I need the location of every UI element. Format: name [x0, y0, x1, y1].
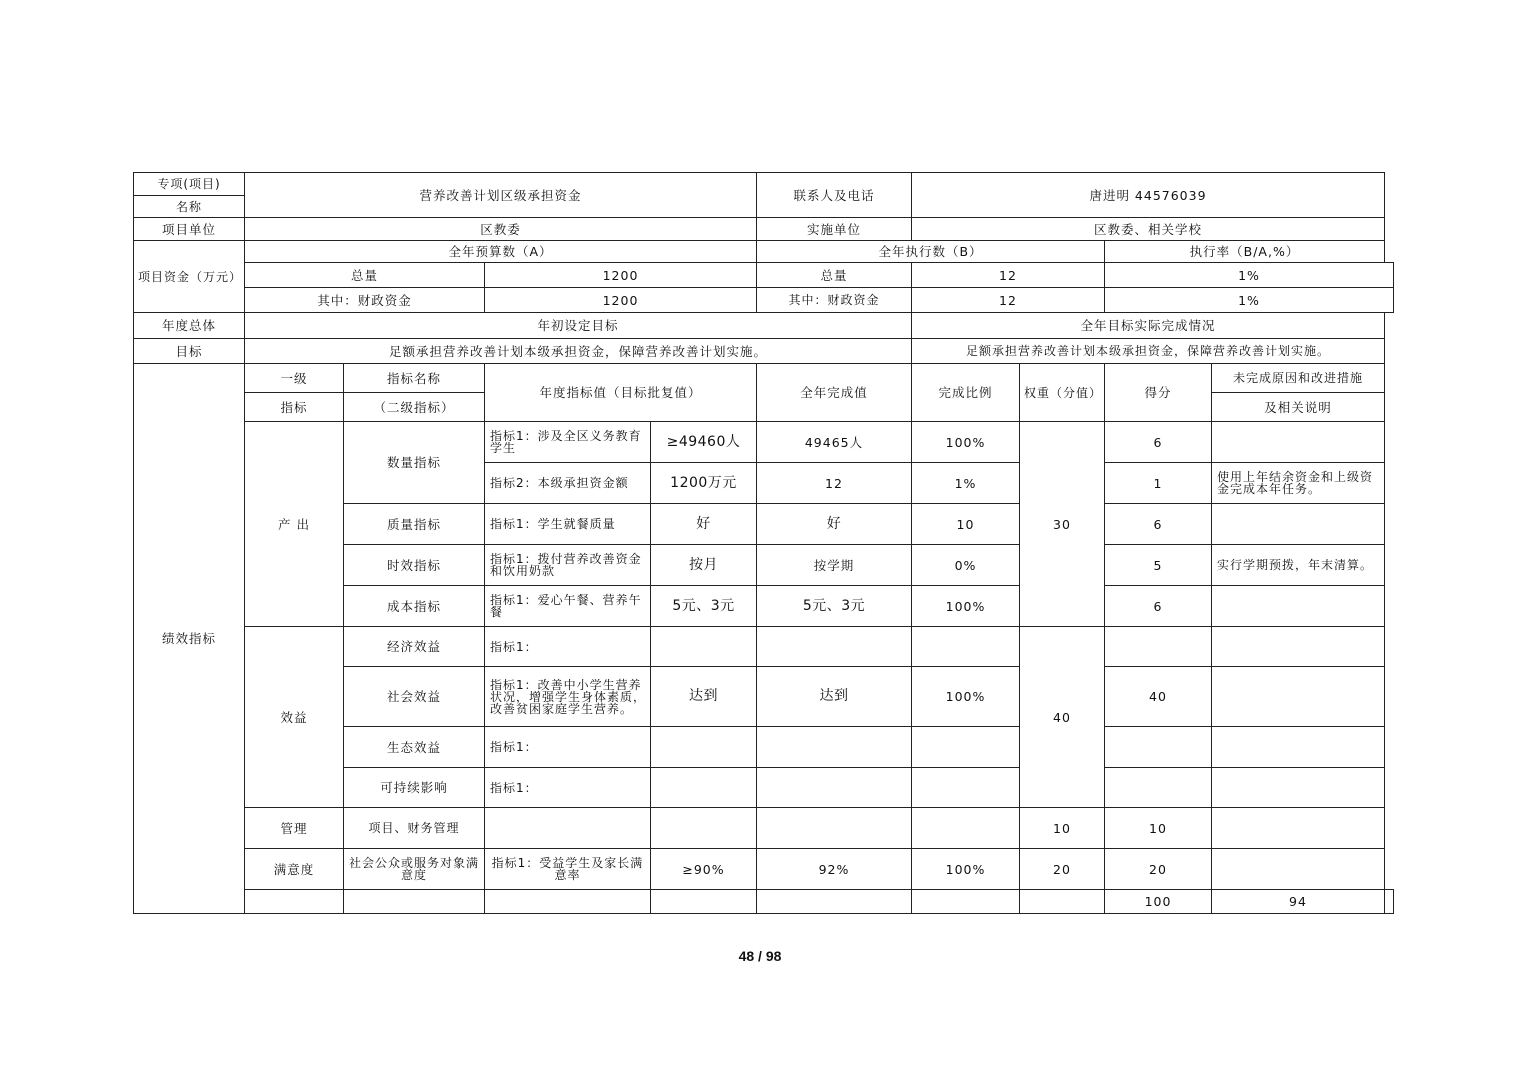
score-header: 得分 — [1105, 364, 1212, 422]
score-value: 5 — [1105, 545, 1212, 586]
target-value: 5元、3元 — [651, 586, 757, 627]
score-value: 10 — [1105, 808, 1212, 849]
total-exec-label: 总量 — [757, 263, 912, 288]
group-output: 产 出 — [245, 422, 344, 627]
indicator-text: 指标1：学生就餐质量 — [485, 504, 651, 545]
indicator-text: 指标1：受益学生及家长满意率 — [485, 849, 651, 890]
project-name-label: 专项(项目) — [134, 173, 245, 196]
performance-table — [133, 172, 1394, 914]
page-number: 48 / 98 — [738, 948, 782, 964]
target-value: 达到 — [651, 667, 757, 727]
actual-value: 92% — [757, 849, 912, 890]
target-value: ≥90% — [651, 849, 757, 890]
weight-header: 权重（分值） — [1020, 364, 1105, 422]
score-value: 6 — [1105, 586, 1212, 627]
target-value: 按月 — [651, 545, 757, 586]
fiscal-label: 其中：财政资金 — [245, 288, 485, 313]
fiscal-exec: 12 — [912, 288, 1105, 313]
funds-label: 项目资金（万元） — [134, 241, 245, 313]
note-text — [1212, 727, 1385, 768]
ratio-value: 10 — [912, 504, 1020, 545]
project-name-label-2: 名称 — [134, 196, 245, 218]
ratio-value: 100% — [912, 667, 1020, 727]
sub-quantity: 数量指标 — [344, 422, 485, 504]
actual-value — [757, 627, 912, 667]
dept-value: 区教委 — [245, 218, 757, 241]
note-text — [1212, 627, 1385, 667]
score-value: 40 — [1105, 667, 1212, 727]
target-value — [651, 768, 757, 808]
reason-header: 未完成原因和改进措施 — [1212, 364, 1385, 393]
total-label: 总量 — [245, 263, 485, 288]
group-benefit: 效益 — [245, 627, 344, 808]
fiscal-budget: 1200 — [485, 288, 757, 313]
target-value — [651, 808, 757, 849]
score-value: 6 — [1105, 422, 1212, 463]
project-name-value: 营养改善计划区级承担资金 — [245, 173, 757, 218]
indicator-text: 指标2：本级承担资金额 — [485, 463, 651, 504]
actual-value: 达到 — [757, 667, 912, 727]
reason-header-2: 及相关说明 — [1212, 393, 1385, 422]
note-text — [1212, 667, 1385, 727]
ratio-value: 100% — [912, 586, 1020, 627]
score-value: 20 — [1105, 849, 1212, 890]
sub-quality: 质量指标 — [344, 504, 485, 545]
note-text — [1212, 586, 1385, 627]
indicator-text: 指标1： — [485, 768, 651, 808]
total-blank — [757, 890, 912, 914]
target-value — [651, 627, 757, 667]
indicator-text: 指标1：改善中小学生营养状况，增强学生身体素质，改善贫困家庭学生营养。 — [485, 667, 651, 727]
score-value — [1105, 627, 1212, 667]
indicator-text — [485, 808, 651, 849]
indicator-text: 指标1：爱心午餐、营养午餐 — [485, 586, 651, 627]
perf-indicator-label: 绩效指标 — [134, 364, 245, 914]
sub-cost: 成本指标 — [344, 586, 485, 627]
group-manage: 管理 — [245, 808, 344, 849]
actual-goal-text: 足额承担营养改善计划本级承担资金，保障营养改善计划实施。 — [912, 339, 1385, 364]
actual-value — [757, 768, 912, 808]
total-budget: 1200 — [485, 263, 757, 288]
note-text — [1212, 808, 1385, 849]
target-value: 1200万元 — [651, 463, 757, 504]
ratio-value: 0% — [912, 545, 1020, 586]
weight-value: 20 — [1020, 849, 1105, 890]
total-exec: 12 — [912, 263, 1105, 288]
indicator-name-header: 指标名称 — [344, 364, 485, 393]
actual-value: 49465人 — [757, 422, 912, 463]
note-text — [1212, 849, 1385, 890]
exec-header: 全年执行数（B） — [757, 241, 1105, 263]
total-blank — [245, 890, 344, 914]
ratio-value — [912, 768, 1020, 808]
actual-value — [757, 808, 912, 849]
target-value: 好 — [651, 504, 757, 545]
weight-benefit: 40 — [1020, 627, 1105, 808]
total-score: 94 — [1212, 890, 1385, 914]
note-text — [1212, 504, 1385, 545]
note-text — [1212, 422, 1385, 463]
fiscal-rate: 1% — [1105, 288, 1394, 313]
sub-social: 社会效益 — [344, 667, 485, 727]
indicator-text: 指标1：拨付营养改善资金和饮用奶款 — [485, 545, 651, 586]
total-blank — [912, 890, 1020, 914]
group-satisfaction: 满意度 — [245, 849, 344, 890]
actual-goal-header: 全年目标实际完成情况 — [912, 313, 1385, 339]
score-value — [1105, 727, 1212, 768]
indicator-text: 指标1： — [485, 727, 651, 768]
initial-goal-header: 年初设定目标 — [245, 313, 912, 339]
actual-value: 5元、3元 — [757, 586, 912, 627]
ratio-value: 100% — [912, 422, 1020, 463]
impl-label: 实施单位 — [757, 218, 912, 241]
sub-timeliness: 时效指标 — [344, 545, 485, 586]
total-blank — [344, 890, 485, 914]
goal-label: 年度总体 — [134, 313, 245, 339]
actual-header: 全年完成值 — [757, 364, 912, 422]
dept-label: 项目单位 — [134, 218, 245, 241]
fiscal-exec-label: 其中：财政资金 — [757, 288, 912, 313]
weight-output: 30 — [1020, 422, 1105, 627]
note-text: 实行学期预拨，年末清算。 — [1212, 545, 1385, 586]
total-rate: 1% — [1105, 263, 1394, 288]
ratio-value: 100% — [912, 849, 1020, 890]
total-weight: 100 — [1105, 890, 1212, 914]
target-value: ≥49460人 — [651, 422, 757, 463]
target-value — [651, 727, 757, 768]
actual-value: 按学期 — [757, 545, 912, 586]
sub-management: 项目、财务管理 — [344, 808, 485, 849]
total-blank — [651, 890, 757, 914]
ratio-value — [912, 808, 1020, 849]
sub-satisfaction: 社会公众或服务对象满意度 — [344, 849, 485, 890]
sub-sustainability: 可持续影响 — [344, 768, 485, 808]
level1-header-2: 指标 — [245, 393, 344, 422]
contact-value: 唐进明 44576039 — [912, 173, 1385, 218]
weight-value: 10 — [1020, 808, 1105, 849]
score-value: 6 — [1105, 504, 1212, 545]
actual-value: 好 — [757, 504, 912, 545]
actual-value: 12 — [757, 463, 912, 504]
ratio-value — [912, 727, 1020, 768]
sub-economic: 经济效益 — [344, 627, 485, 667]
initial-goal-text: 足额承担营养改善计划本级承担资金，保障营养改善计划实施。 — [245, 339, 912, 364]
actual-value — [757, 727, 912, 768]
note-text: 使用上年结余资金和上级资金完成本年任务。 — [1212, 463, 1385, 504]
target-header: 年度指标值（目标批复值） — [485, 364, 757, 422]
rate-header: 执行率（B/A,%） — [1105, 241, 1385, 263]
ratio-header: 完成比例 — [912, 364, 1020, 422]
score-value — [1105, 768, 1212, 808]
contact-label: 联系人及电话 — [757, 173, 912, 218]
score-value: 1 — [1105, 463, 1212, 504]
total-blank — [1385, 890, 1394, 914]
level1-header: 一级 — [245, 364, 344, 393]
ratio-value: 1% — [912, 463, 1020, 504]
goal-label-2: 目标 — [134, 339, 245, 364]
total-blank — [1020, 890, 1105, 914]
sub-ecological: 生态效益 — [344, 727, 485, 768]
note-text — [1212, 768, 1385, 808]
budget-header: 全年预算数（A） — [245, 241, 757, 263]
total-blank — [485, 890, 651, 914]
indicator-text: 指标1：涉及全区义务教育学生 — [485, 422, 651, 463]
indicator-name-header-2: （二级指标） — [344, 393, 485, 422]
indicator-text: 指标1： — [485, 627, 651, 667]
ratio-value — [912, 627, 1020, 667]
impl-value: 区教委、相关学校 — [912, 218, 1385, 241]
